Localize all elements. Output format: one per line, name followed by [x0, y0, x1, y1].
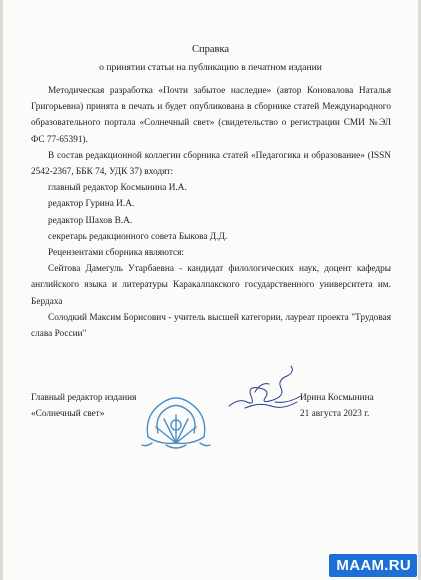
document-body — [31, 83, 391, 342]
board-member: главный редактор Космынина И.А. — [48, 183, 187, 194]
signature-date: 21 августа 2023 г. — [300, 409, 370, 419]
paragraph-acceptance: Методическая разработка «Почти забытое наследие» (автор Коновалова Наталья Григорьевна) принята в печать и будет опубликована в сборнике статей Международного образовательного портала «Солнечный свет» (свидетельство о регистрации СМИ №ЭЛ ФС 77-65391). — [31, 86, 391, 145]
board-member: редактор Шахов В.А. — [48, 215, 133, 226]
board-member: секретарь редакционного совета Быкова Д.Д. — [48, 231, 228, 242]
reviewer-item: Сейтова Дамегуль Утарбаевна - кандидат филологических наук, доцент кафедры английского языка и литературы Каракалпакского государственного университета им. Бердаха — [31, 264, 391, 307]
signer-name: Ирина Космынина — [300, 393, 374, 403]
reviewers-heading: Рецензентами сборника являются: — [48, 248, 184, 259]
paragraph-board-intro: В состав редакционной коллегии сборника статей «Педагогика и образование» (ISSN 2542-2367, ББК 74, УДК 37) входят: — [31, 150, 391, 178]
board-member: редактор Гурина И.А. — [48, 199, 135, 210]
publication-name: «Солнечный свет» — [31, 409, 105, 419]
maam-watermark: MAAM.RU — [329, 554, 417, 577]
reviewer-item: Солодкий Максим Борисович - учитель высшей категории, лауреат проекта "Трудовая слава России" — [31, 312, 391, 340]
handwritten-signature-icon — [225, 362, 305, 414]
document-title: Справка — [191, 44, 230, 55]
sun-shell-seal-icon — [136, 385, 216, 455]
document-subtitle: о принятии статьи на публикацию в печатном издании — [99, 62, 322, 73]
signer-position: Главный редактор издания — [31, 393, 137, 403]
